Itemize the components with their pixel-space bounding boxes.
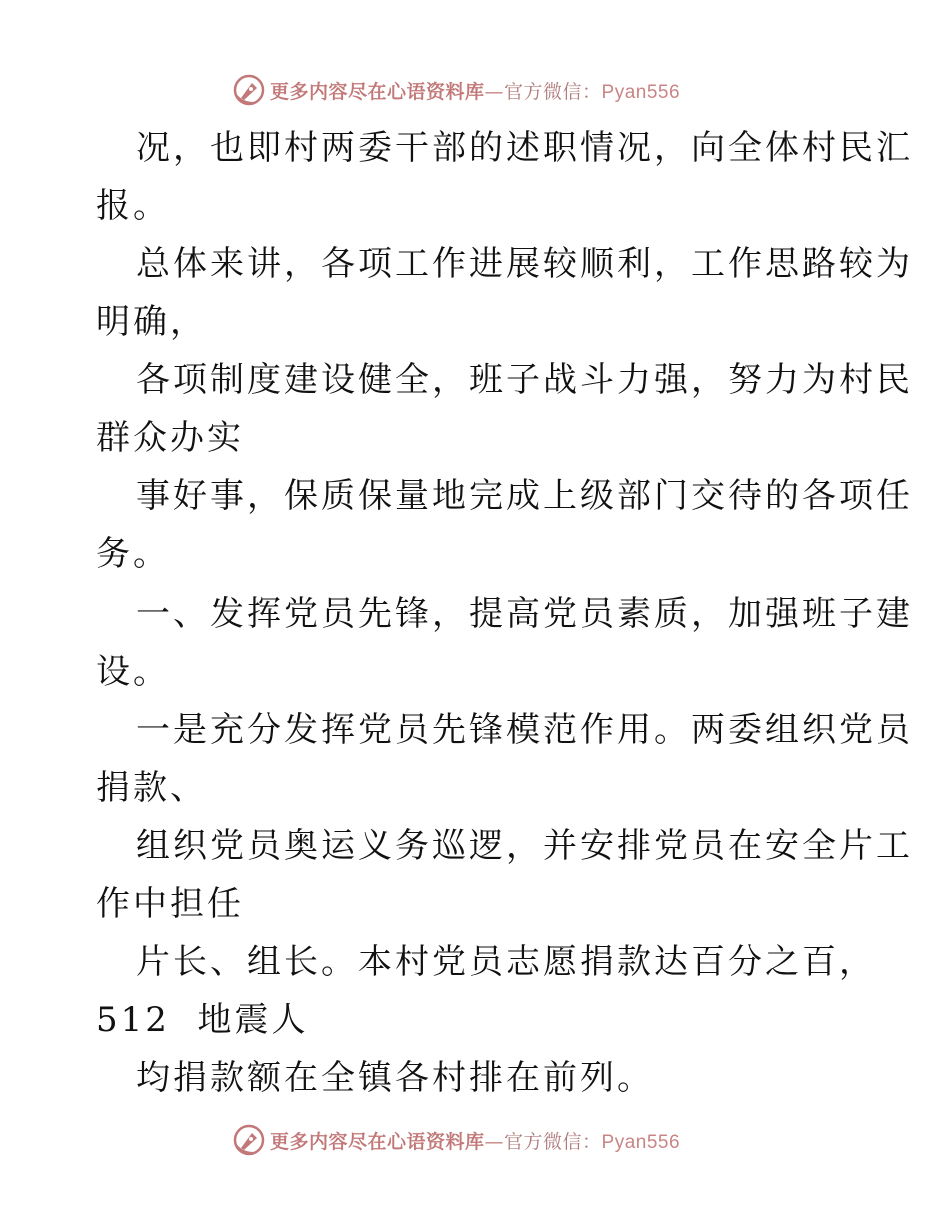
pen-nib-logo-icon xyxy=(232,1123,266,1157)
banner-wechat-id: Pyan556 xyxy=(601,1131,681,1153)
body-line: 片长、组长。本村党员志愿捐款达百分之百， xyxy=(136,942,876,982)
body-line: 务。 xyxy=(96,534,170,574)
body-line: 作中担任 xyxy=(96,884,244,924)
body-line: 群众办实 xyxy=(96,418,244,458)
banner-main-text: 更多内容尽在心语资料库 xyxy=(270,80,485,103)
banner-official-label: 官方微信： xyxy=(504,1130,602,1153)
banner-dash: — xyxy=(484,1130,505,1153)
body-line: 总体来讲，各项工作进展较顺利，工作思路较为 xyxy=(136,244,913,284)
body-line: 各项制度建设健全，班子战斗力强，努力为村民 xyxy=(136,360,913,400)
pen-nib-logo-icon xyxy=(232,73,266,107)
banner-main-text: 更多内容尽在心语资料库 xyxy=(270,1130,485,1153)
footer-banner xyxy=(0,1120,950,1160)
body-line: 均捐款额在全镇各村排在前列。 xyxy=(136,1058,654,1098)
banner-dash: — xyxy=(484,80,505,103)
header-banner xyxy=(0,70,950,110)
body-line: 设。 xyxy=(96,652,170,692)
banner-wechat-id: Pyan556 xyxy=(601,81,681,103)
banner-official-label: 官方微信： xyxy=(504,80,602,103)
body-line: 明确， xyxy=(96,302,207,342)
body-line: 捐款、 xyxy=(96,768,207,808)
body-line: 512 地震人 xyxy=(96,1000,309,1040)
body-line: 事好事，保质保量地完成上级部门交待的各项任 xyxy=(136,476,913,516)
section-heading: 一、发挥党员先锋，提高党员素质，加强班子建 xyxy=(136,594,913,634)
body-line: 组织党员奥运义务巡逻，并安排党员在安全片工 xyxy=(136,826,913,866)
body-line: 况，也即村两委干部的述职情况，向全体村民汇 xyxy=(136,128,913,168)
body-line: 一是充分发挥党员先锋模范作用。两委组织党员 xyxy=(136,710,913,750)
body-line: 报。 xyxy=(96,186,170,226)
